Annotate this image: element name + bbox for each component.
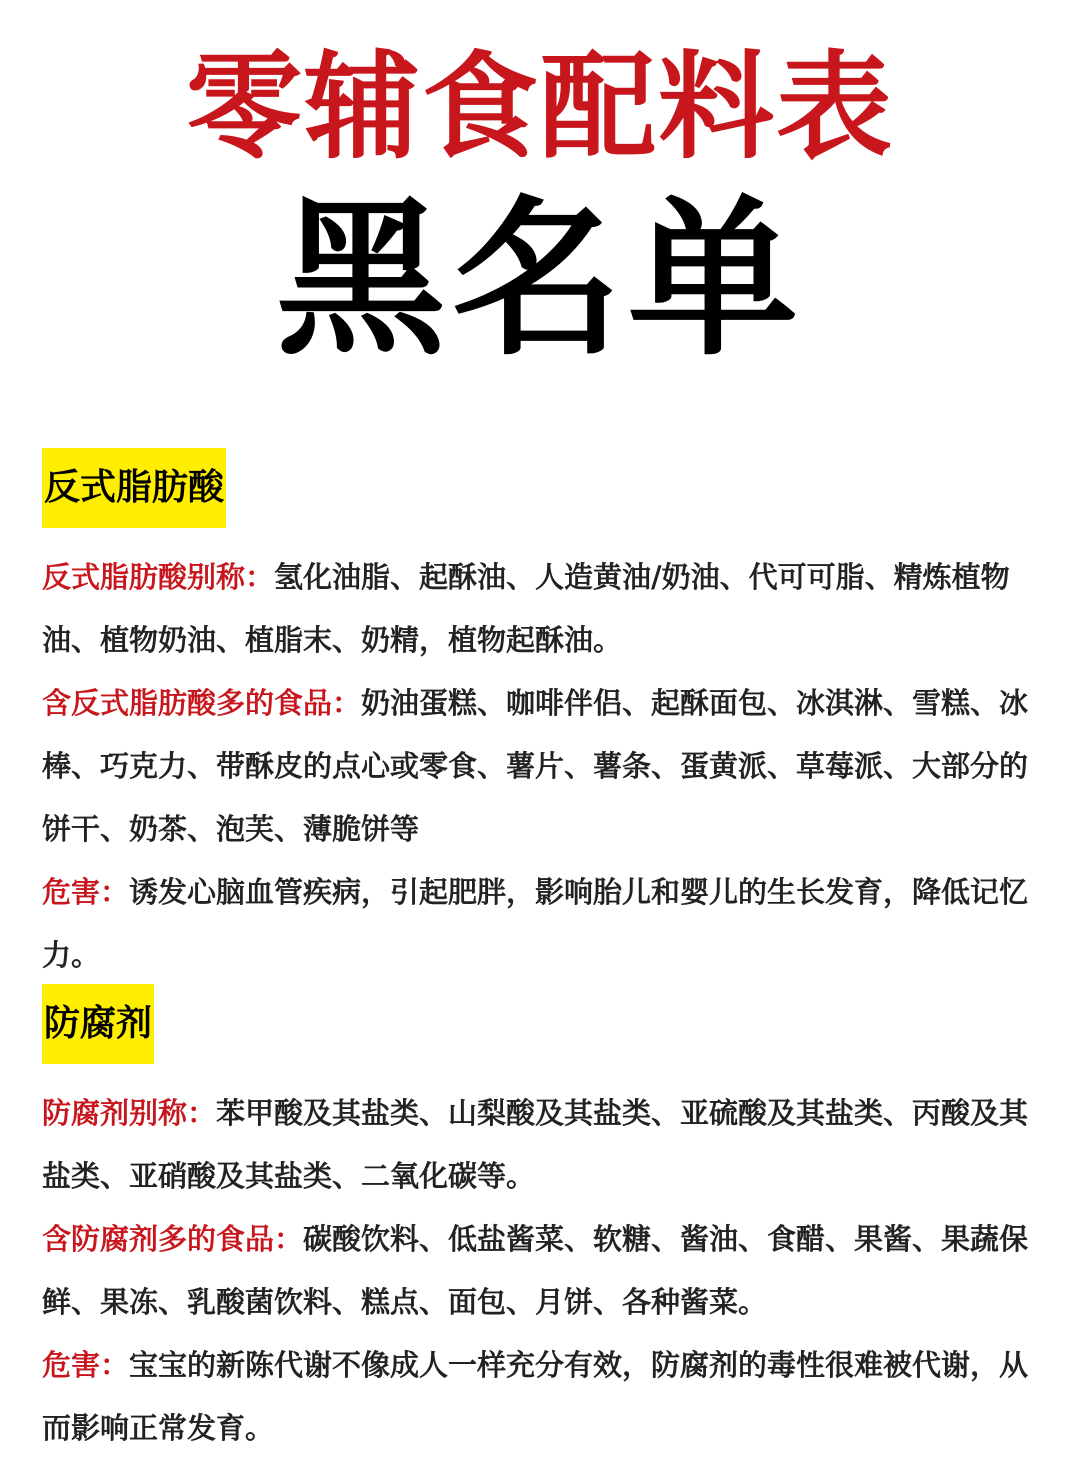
alias-label: 反式脂肪酸别称： bbox=[42, 560, 275, 594]
section-heading: 反式脂肪酸 bbox=[42, 448, 226, 528]
harm-label: 危害： bbox=[42, 1348, 130, 1382]
page-title: 零辅食配料表 bbox=[186, 39, 894, 175]
harm-paragraph bbox=[42, 861, 1038, 987]
harm-text: 宝宝的新陈代谢不像成人一样充分有效，防腐剂的毒性很难被代谢，从而影响正常发育。 bbox=[42, 1348, 1029, 1445]
section-heading: 防腐剂 bbox=[42, 984, 154, 1064]
foods-paragraph bbox=[42, 1208, 1038, 1334]
alias-paragraph bbox=[42, 546, 1038, 672]
harm-label: 危害： bbox=[42, 875, 130, 909]
page-subtitle: 黑名单 bbox=[275, 181, 804, 379]
alias-text: 苯甲酸及其盐类、山梨酸及其盐类、亚硫酸及其盐类、丙酸及其盐类、亚硝酸及其盐类、二氧化碳等。 bbox=[42, 1096, 1029, 1193]
foods-text: 奶油蛋糕、咖啡伴侣、起酥面包、冰淇淋、雪糕、冰棒、巧克力、带酥皮的点心或零食、薯片、薯条、蛋黄派、草莓派、大部分的饼干、奶茶、泡芙、薄脆饼等 bbox=[42, 686, 1029, 846]
section-preservatives bbox=[42, 984, 1038, 1460]
foods-label: 含反式脂肪酸多的食品： bbox=[42, 686, 362, 720]
foods-paragraph bbox=[42, 672, 1038, 861]
foods-text: 碳酸饮料、低盐酱菜、软糖、酱油、食醋、果酱、果蔬保鲜、果冻、乳酸菌饮料、糕点、面包、月饼、各种酱菜。 bbox=[42, 1222, 1029, 1319]
harm-paragraph bbox=[42, 1334, 1038, 1460]
foods-label: 含防腐剂多的食品： bbox=[42, 1222, 304, 1256]
alias-text: 氢化油脂、起酥油、人造黄油/奶油、代可可脂、精炼植物油、植物奶油、植脂末、奶精，植物起酥油。 bbox=[42, 560, 1010, 657]
alias-label: 防腐剂别称： bbox=[42, 1096, 217, 1130]
harm-text: 诱发心脑血管疾病，引起肥胖，影响胎儿和婴儿的生长发育，降低记忆力。 bbox=[42, 875, 1029, 972]
page bbox=[0, 39, 1080, 1482]
alias-paragraph bbox=[42, 1082, 1038, 1208]
section-trans-fat bbox=[42, 448, 1038, 987]
